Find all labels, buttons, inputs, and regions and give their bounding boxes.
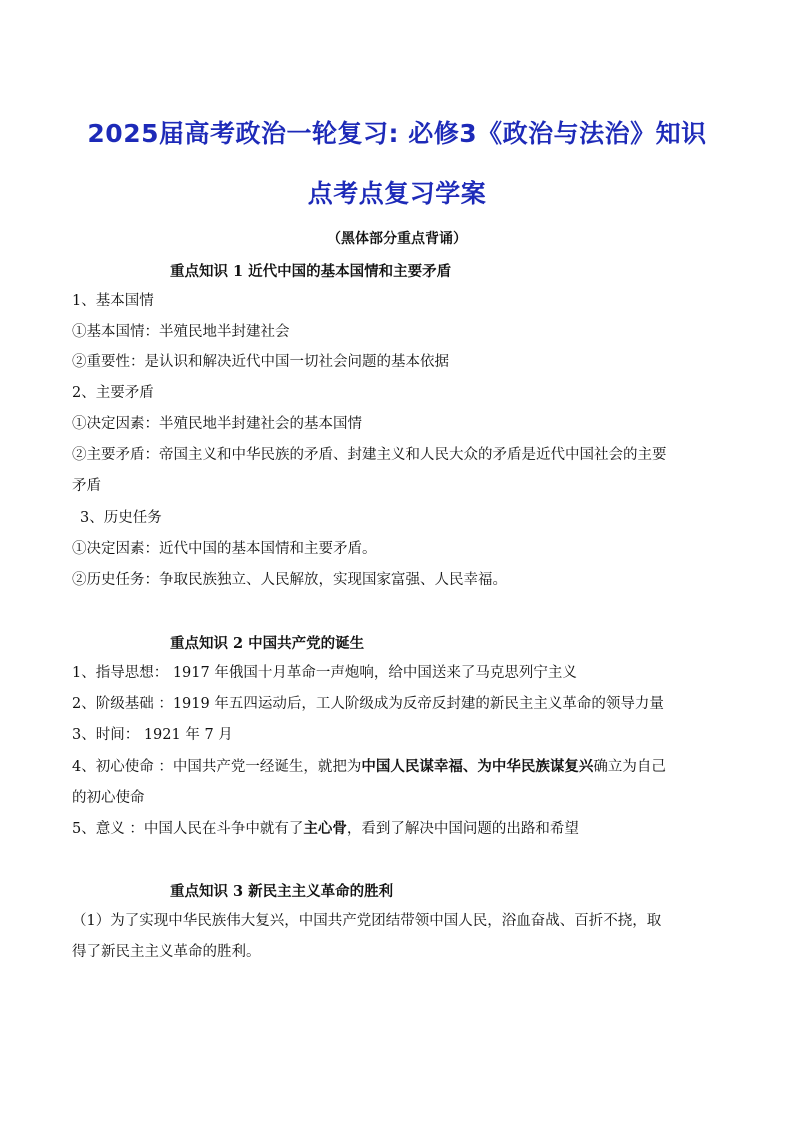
section-2-line: 2、阶级基础 ：1919 年五四运动后，工人阶级成为反帝反封建的新民主主义革命的领导力量 xyxy=(72,696,664,712)
section-2-line xyxy=(72,757,666,777)
section-1-heading: 重点知识 1 近代中国的基本国情和主要矛盾 xyxy=(170,263,452,280)
document-title-line-2: 点考点复习学案 xyxy=(307,179,487,208)
section-2-bold-text: 主心骨 xyxy=(303,820,347,837)
section-1-line: 3、历史任务 xyxy=(80,510,162,526)
section-2-line: 的初心使命 xyxy=(72,790,145,806)
document-title-line-1: 2025届高考政治一轮复习: 必修3《政治与法治》知识 xyxy=(87,119,707,148)
section-2-text: 4、初心使命 ：中国共产党一经诞生，就把为 xyxy=(72,759,362,775)
section-1-line: ②主要矛盾：帝国主义和中华民族的矛盾、封建主义和人民大众的矛盾是近代中国社会的主要 xyxy=(72,447,667,463)
section-1-line: ②重要性：是认识和解决近代中国一切社会问题的基本依据 xyxy=(72,354,449,370)
section-1-line: 矛盾 xyxy=(72,478,101,494)
section-1-line: 1、基本国情 xyxy=(72,293,154,309)
section-1-line: 2、主要矛盾 xyxy=(72,385,154,401)
section-3-heading: 重点知识 3 新民主主义革命的胜利 xyxy=(170,883,394,900)
section-1-line: ①决定因素：半殖民地半封建社会的基本国情 xyxy=(72,416,362,432)
section-1-line: ①基本国情：半殖民地半封建社会 xyxy=(72,324,290,340)
section-3-line: （1）为了实现中华民族伟大复兴，中国共产党团结带领中国人民，浴血奋战、百折不挠，取 xyxy=(72,913,662,929)
section-3-line: 得了新民主主义革命的胜利。 xyxy=(72,944,261,960)
section-2-text: ，看到了解决中国问题的出路和希望 xyxy=(346,821,579,837)
section-1-line: ②历史任务：争取民族独立、人民解放，实现国家富强、人民幸福。 xyxy=(72,572,507,588)
section-2-line: 3、时间： 1921 年 7 月 xyxy=(72,727,233,743)
section-2-text: 5、意义 ：中国人民在斗争中就有了 xyxy=(72,821,304,837)
section-2-line xyxy=(72,819,579,839)
section-2-text: 确立为自己 xyxy=(593,759,666,775)
section-2-heading: 重点知识 2 中国共产党的诞生 xyxy=(170,635,365,652)
recitation-note: （黑体部分重点背诵） xyxy=(327,231,467,247)
section-1-line: ①决定因素：近代中国的基本国情和主要矛盾。 xyxy=(72,541,377,557)
section-2-bold-text: 中国人民谋幸福、为中华民族谋复兴 xyxy=(361,758,594,775)
section-2-line: 1、指导思想： 1917 年俄国十月革命一声炮响，给中国送来了马克思列宁主义 xyxy=(72,665,577,681)
